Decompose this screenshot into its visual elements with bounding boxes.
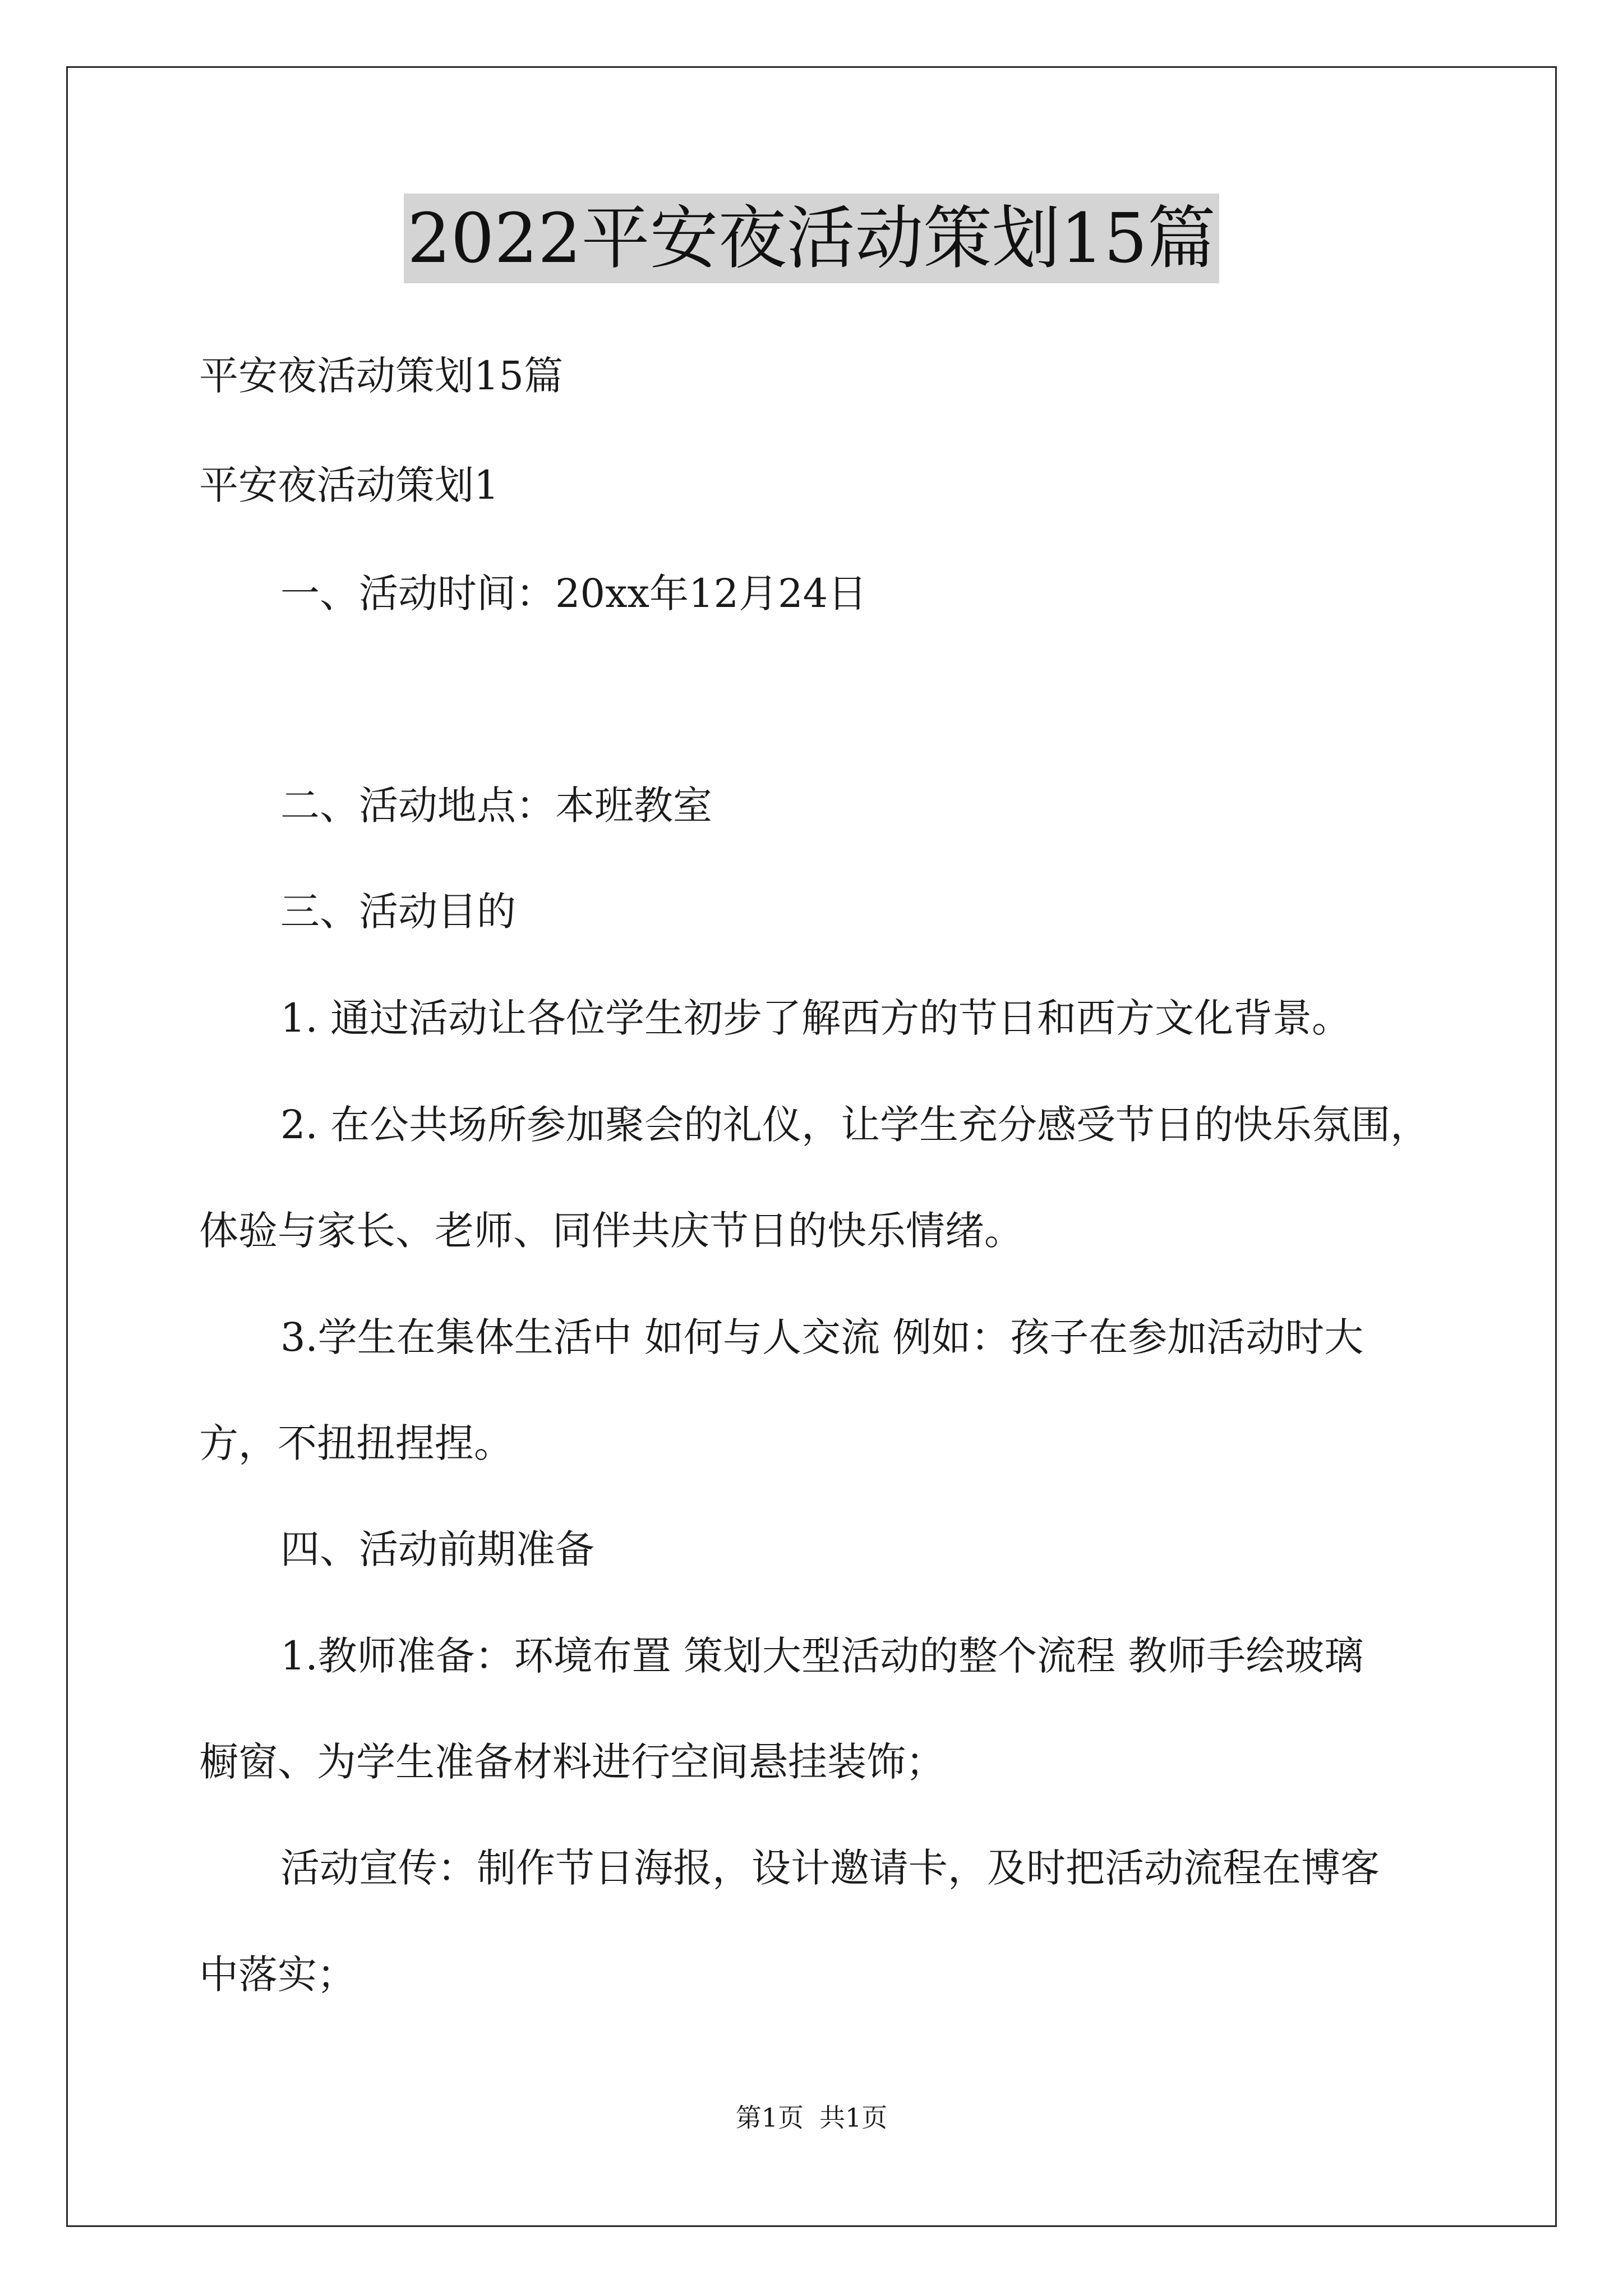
paragraph-line: 1. 通过活动让各位学生初步了解西方的节日和西方文化背景。 (280, 995, 1352, 1041)
paragraph-line: 橱窗、为学生准备材料进行空间悬挂装饰； (199, 1739, 945, 1785)
paragraph-line: 3.学生在集体生活中 如何与人交流 例如：孩子在参加活动时大 (280, 1314, 1364, 1360)
paragraph-line: 2. 在公共场所参加聚会的礼仪，让学生充分感受节日的快乐氛围， (280, 1102, 1430, 1148)
document-title: 2022平安夜活动策划15篇 (404, 194, 1219, 283)
paragraph-line: 平安夜活动策划15篇 (199, 353, 564, 399)
paragraph-line: 体验与家长、老师、同伴共庆节日的快乐情绪。 (199, 1208, 1023, 1254)
paragraph-line: 四、活动前期准备 (280, 1526, 594, 1572)
paragraph-line: 二、活动地点：本班教室 (280, 783, 712, 829)
paragraph-line: 平安夜活动策划1 (199, 462, 499, 508)
title-container (0, 194, 1623, 283)
paragraph-line: 方，不扭扭捏捏。 (199, 1420, 513, 1466)
page-number-current: 第1页 (735, 2102, 804, 2133)
page-number-total: 共1页 (819, 2102, 888, 2133)
page-footer (0, 2101, 1623, 2134)
paragraph-line: 活动宣传：制作节日海报，设计邀请卡，及时把活动流程在博客 (280, 1845, 1380, 1891)
paragraph-line: 1.教师准备：环境布置 策划大型活动的整个流程 教师手绘玻璃 (280, 1633, 1364, 1679)
paragraph-line: 一、活动时间：20xx年12月24日 (280, 570, 868, 616)
paragraph-line: 三、活动目的 (280, 889, 516, 935)
paragraph-line: 中落实； (199, 1952, 356, 1998)
